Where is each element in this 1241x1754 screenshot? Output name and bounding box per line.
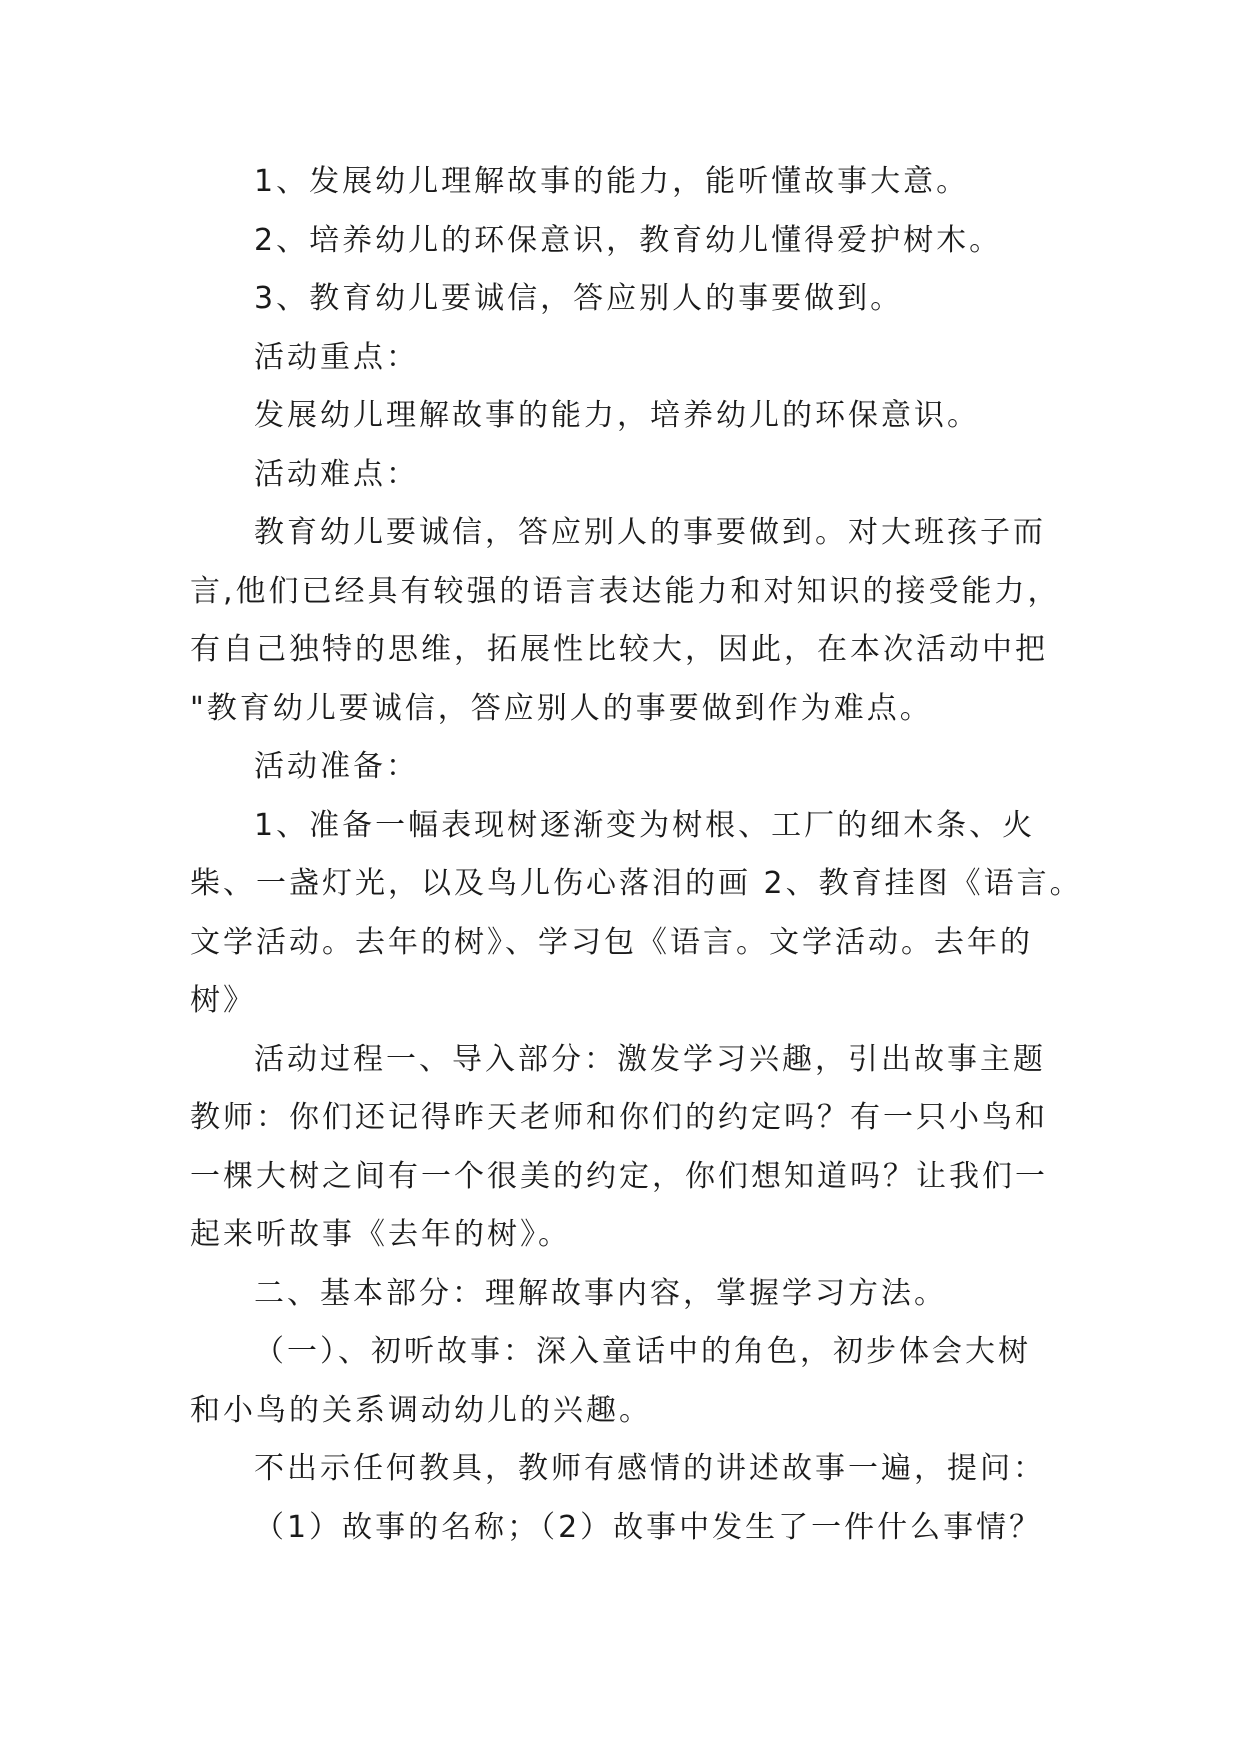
questions: （1）故事的名称；（2）故事中发生了一件什么事情？ (254, 1509, 1043, 1545)
preparation-line-3: 文学活动。去年的树》、学习包《语言。文学活动。去年的 (190, 924, 1033, 960)
heading-difficulty: 活动难点： (254, 456, 419, 492)
process-intro-line-1: 教师：你们还记得昨天老师和你们的约定吗？有一只小鸟和 (190, 1100, 1048, 1135)
process-intro-line-3: 起来听故事《去年的树》。 (190, 1217, 571, 1252)
preparation-line-4: 树》 (190, 983, 256, 1018)
heading-focus: 活动重点： (254, 339, 419, 375)
process-intro-line-2: 一棵大树之间有一个很美的约定，你们想知道吗？让我们一 (190, 1158, 1048, 1194)
focus-text: 发展幼儿理解故事的能力，培养幼儿的环保意识。 (254, 398, 980, 433)
goal-2: 2、培养幼儿的环保意识，教育幼儿懂得爱护树木。 (254, 222, 1003, 258)
first-listen-line-1: （一）、初听故事：深入童话中的角色，初步体会大树 (254, 1334, 1031, 1369)
goal-3: 3、教育幼儿要诚信，答应别人的事要做到。 (254, 281, 904, 316)
first-listen-line-2: 和小鸟的关系调动幼儿的兴趣。 (190, 1392, 652, 1428)
difficulty-text-line-2: 言,他们已经具有较强的语言表达能力和对知识的接受能力， (190, 573, 1061, 609)
preparation-line-1: 1、准备一幅表现树逐渐变为树根、工厂的细木条、火 (254, 807, 1036, 843)
document-body (190, 153, 1083, 1557)
preparation-line-2: 柴、一盏灯光，以及鸟儿伤心落泪的画 2、教育挂图《语言。 (190, 866, 1083, 901)
difficulty-text-line-1: 教育幼儿要诚信，答应别人的事要做到。对大班孩子而 (254, 515, 1046, 550)
teacher-instruction: 不出示任何教具，教师有感情的讲述故事一遍，提问： (254, 1451, 1046, 1486)
difficulty-text-line-3: 有自己独特的思维，拓展性比较大，因此，在本次活动中把 (190, 632, 1048, 667)
heading-preparation: 活动准备： (254, 749, 419, 784)
difficulty-text-line-4: "教育幼儿要诚信，答应别人的事要做到作为难点。 (190, 690, 933, 726)
process-intro-heading: 活动过程一、导入部分：激发学习兴趣，引出故事主题 (254, 1041, 1046, 1077)
process-basic-heading: 二、基本部分：理解故事内容，掌握学习方法。 (254, 1275, 947, 1311)
goal-1: 1、发展幼儿理解故事的能力，能听懂故事大意。 (254, 164, 970, 199)
